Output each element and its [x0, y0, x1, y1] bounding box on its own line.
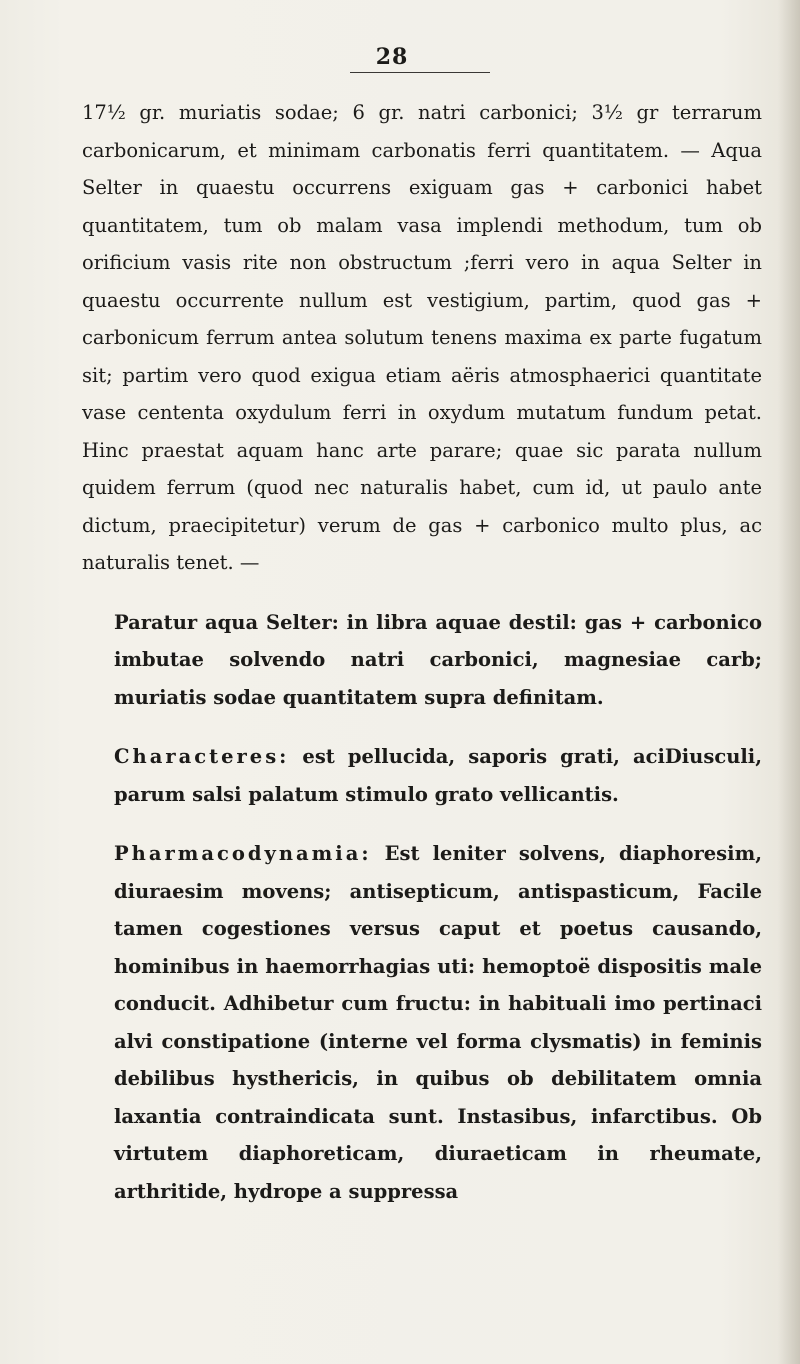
page-number: 28	[375, 44, 409, 70]
header-rule	[350, 72, 490, 73]
paragraph-3	[82, 738, 762, 813]
characteres-text: est pellucida, saporis grati, aciDiusculi, parum salsi palatum stimulo grato vellicantis.	[114, 745, 762, 806]
body-text	[82, 94, 762, 1210]
paragraph-4	[82, 835, 762, 1210]
pharmacodynamia-label: Pharmacodynamia:	[114, 842, 372, 865]
paragraph-2: Paratur aqua Selter: in libra aquae destil: gas + carbonico imbutae solvendo natri carbonici, magnesiae carb; muriatis sodae quantitatem supra definitam.	[114, 610, 762, 709]
paragraph-1: 17½ gr. muriatis sodae; 6 gr. natri carbonici; 3½ gr terrarum carbonicarum, et minimam carbonatis ferri quantitatem. — Aqua Selter in quaestu occurrens exiguam gas + carbonici habet quantitatem, tum ob malam vasa implendi methodum, tum ob orificium vasis rite non obstructum ;ferri vero in aqua Selter in quaestu occurrente nullum est vestigium, partim, quod gas + carbonicum ferrum antea solutum tenens maxima ex parte fugatum sit; partim vero quod exigua etiam aëris atmosphaerici quantitate vase cententa oxydulum ferri in oxydum mutatum fundum petat. Hinc praestat aquam hanc arte parare; quae sic parata nullum quidem ferrum (quod nec naturalis habet, cum id, ut paulo ante dictum, praecipitetur) verum de gas + carbonico multo plus, ac naturalis tenet. —	[82, 101, 762, 574]
characteres-label: Characteres:	[114, 745, 290, 768]
pharmacodynamia-text: Est leniter solvens, diaphoresim, diuraesim movens; antisepticum, antispasticum, Facile tamen cogestiones versus caput et poetus causando, hominibus in haemorrhagias uti: hemoptoë dispositis male conducit. Adhibetur cum fructu: in habituali imo pertinaci alvi constipatione (interne vel forma clysmatis) in feminis debilibus hysthericis, in quibus ob debilitatem omnia laxantia contraindicata sunt. Instasibus, infarctibus. Ob virtutem diaphoreticam, diuraeticam in rheumate, arthritide, hydrope a suppressa	[114, 842, 762, 1203]
page-edge-shadow	[778, 0, 800, 1364]
